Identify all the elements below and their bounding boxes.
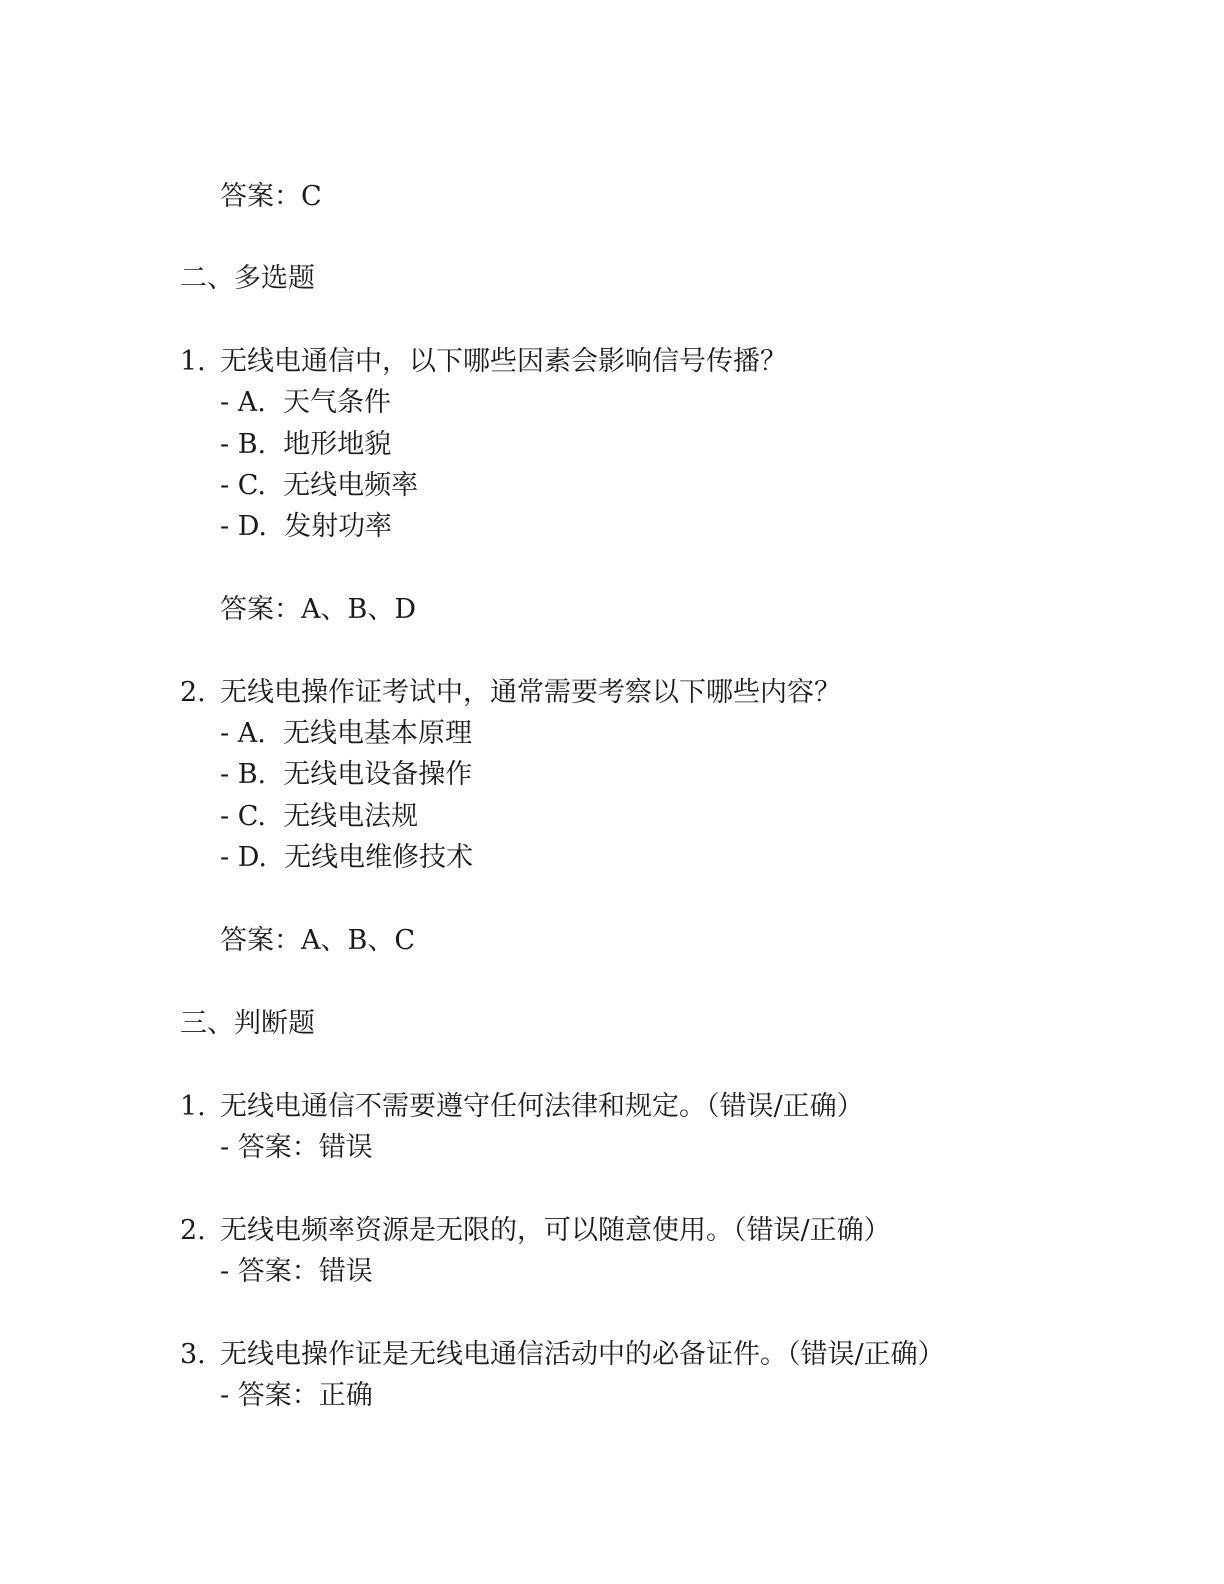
multi-q2-option-d: - D. 无线电维修技术 <box>220 842 474 873</box>
judge-q2-text: 无线电频率资源是无限的，可以随意使用。（错误/正确） <box>220 1215 891 1246</box>
judge-q2-answer: - 答案：错误 <box>220 1256 373 1287</box>
multi-q1-option-d: - D. 发射功率 <box>220 511 393 542</box>
judge-q3-answer: - 答案：正确 <box>220 1380 373 1411</box>
multi-q2-option-a: - A. 无线电基本原理 <box>220 718 472 749</box>
judge-q1-text: 无线电通信不需要遵守任何法律和规定。（错误/正确） <box>220 1091 864 1122</box>
multi-q2-option-c: - C. 无线电法规 <box>220 801 419 832</box>
previous-answer: 答案：C <box>220 181 322 212</box>
judge-q1-answer: - 答案：错误 <box>220 1132 373 1163</box>
multi-q1-option-b: - B. 地形地貌 <box>220 429 392 460</box>
judge-q2-number: 2. <box>180 1215 206 1246</box>
judge-q3-number: 3. <box>180 1339 206 1370</box>
multi-q1-answer: 答案：A、B、D <box>220 594 416 625</box>
multi-q2-answer: 答案：A、B、C <box>220 925 415 956</box>
judge-q3-text: 无线电操作证是无线电通信活动中的必备证件。（错误/正确） <box>220 1339 945 1370</box>
multi-q1-option-a: - A. 天气条件 <box>220 387 391 418</box>
multi-q2-option-b: - B. 无线电设备操作 <box>220 759 473 790</box>
multi-q1-number: 1. <box>180 346 206 377</box>
multi-q1-option-c: - C. 无线电频率 <box>220 470 419 501</box>
multi-q1-text: 无线电通信中，以下哪些因素会影响信号传播？ <box>220 346 787 377</box>
section-heading-multi-choice: 二、多选题 <box>180 263 315 294</box>
section-heading-true-false: 三、判断题 <box>180 1008 315 1039</box>
multi-q2-number: 2. <box>180 677 206 708</box>
judge-q1-number: 1. <box>180 1091 206 1122</box>
multi-q2-text: 无线电操作证考试中，通常需要考察以下哪些内容？ <box>220 677 841 708</box>
